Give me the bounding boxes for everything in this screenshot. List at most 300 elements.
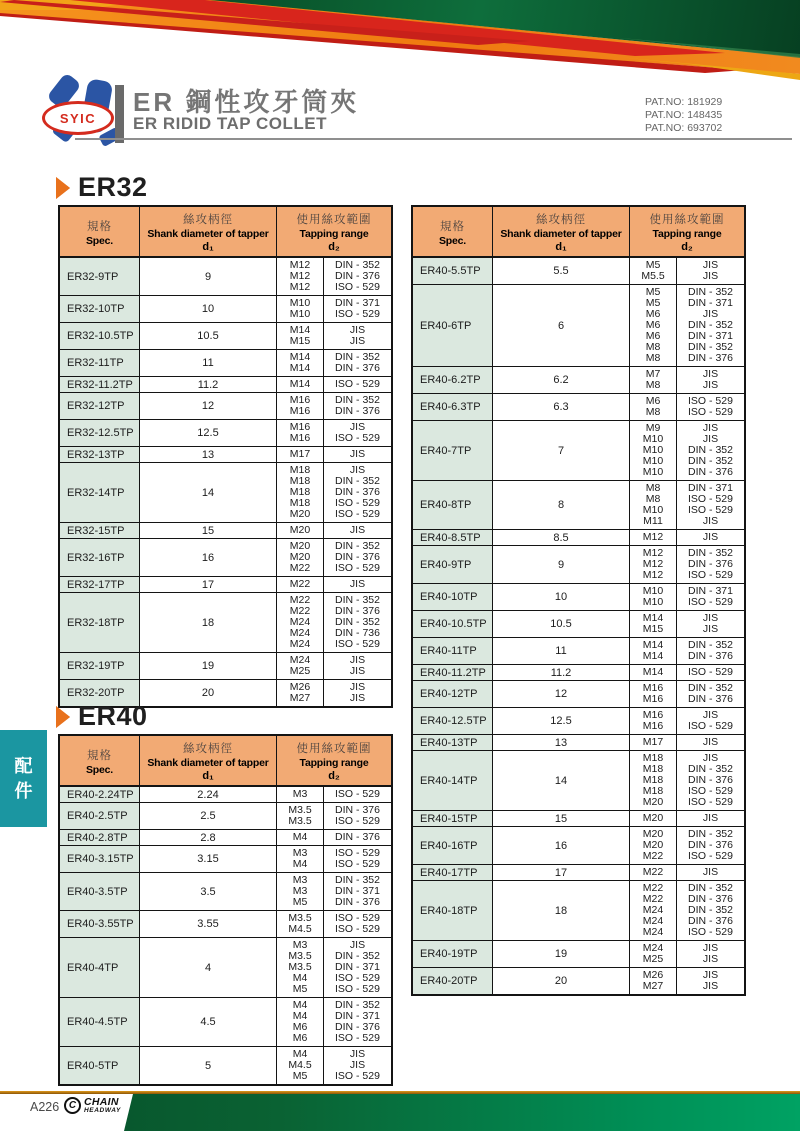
page-title-zh: ER 鋼性攻牙筒夾 <box>133 87 360 117</box>
tap-standard: DIN - 371 <box>676 296 744 311</box>
tap-size: M24 <box>642 926 664 938</box>
tap-line <box>630 927 744 938</box>
tap-size: M4 <box>292 972 308 984</box>
spec-cell: ER32-11.2TP <box>60 377 140 392</box>
section-arrow-icon <box>56 177 70 199</box>
tap-standard: JIS <box>676 941 744 956</box>
tapping-range-cell <box>277 350 391 376</box>
tap-line <box>630 867 744 878</box>
col-header-spec <box>413 207 493 256</box>
tap-size: M25 <box>642 953 664 965</box>
tap-size: M12 <box>642 558 664 570</box>
table-row <box>60 652 391 679</box>
tap-standard: DIN - 352 <box>676 881 744 896</box>
table-row <box>60 997 391 1046</box>
diameter-cell: 10 <box>140 296 277 322</box>
section-label: ER32 <box>78 172 148 202</box>
table-row <box>413 967 744 994</box>
tap-standard: ISO - 529 <box>323 814 391 829</box>
spec-cell: ER40-5TP <box>60 1047 140 1084</box>
table-row <box>60 1046 391 1084</box>
tap-size: M22 <box>289 562 311 574</box>
spec-cell: ER40-16TP <box>413 827 493 864</box>
spec-cell: ER40-17TP <box>413 865 493 880</box>
tapping-range-cell <box>630 811 744 826</box>
col-header-tap-zh: 使用絲攻範圍 <box>296 214 372 226</box>
spec-cell: ER40-3.5TP <box>60 873 140 910</box>
tapping-range-cell <box>277 539 391 576</box>
tap-size: M24 <box>289 627 311 639</box>
tap-size: M3.5 <box>288 961 312 973</box>
side-tab-char: 配 <box>14 756 33 776</box>
patent-line: PAT.NO: 181929 <box>645 96 723 108</box>
tapping-range-cell <box>277 463 391 522</box>
section-arrow-icon <box>56 706 70 728</box>
tapping-range-cell <box>630 530 744 545</box>
tap-standard: DIN - 352 <box>676 285 744 300</box>
tap-standard: DIN - 352 <box>676 681 744 696</box>
col-header-tap-en: Tapping range <box>299 228 369 240</box>
col-header-tap-en: Tapping range <box>299 757 369 769</box>
table-row <box>413 583 744 610</box>
col-header-tap-sub: d₂ <box>328 770 340 782</box>
tap-standard: DIN - 352 <box>323 593 391 608</box>
col-header-tap <box>277 736 391 785</box>
tap-size: M18 <box>642 763 664 775</box>
spec-cell: ER32-9TP <box>60 258 140 295</box>
tapping-range-cell <box>630 681 744 707</box>
section-title-er32 <box>56 172 148 203</box>
tap-standard: JIS <box>323 1058 391 1073</box>
table-body <box>60 258 391 706</box>
tap-size: M5 <box>292 1070 308 1082</box>
col-header-shank-sub: d₁ <box>202 241 214 253</box>
tap-standard: JIS <box>676 258 744 273</box>
tap-size: M3 <box>292 788 308 800</box>
spec-cell: ER32-11TP <box>60 350 140 376</box>
tap-size: M5 <box>645 297 661 309</box>
tap-size: M26 <box>289 681 311 693</box>
tap-size: M6 <box>645 308 661 320</box>
tap-size: M16 <box>289 421 311 433</box>
spec-cell: ER40-10.5TP <box>413 611 493 637</box>
tap-size: M14 <box>289 362 311 374</box>
tap-size: M3 <box>292 885 308 897</box>
tap-size: M8 <box>645 341 661 353</box>
diameter-cell: 14 <box>140 463 277 522</box>
spec-cell: ER40-10TP <box>413 584 493 610</box>
spec-cell: ER32-18TP <box>60 593 140 652</box>
chain-headway-logo <box>64 1097 121 1114</box>
tapping-range-cell <box>277 938 391 997</box>
tap-size: M8 <box>645 352 661 364</box>
tap-standard: ISO - 529 <box>676 925 744 940</box>
table-row <box>60 872 391 910</box>
tapping-range-cell <box>630 827 744 864</box>
col-header-tap <box>630 207 744 256</box>
diameter-cell: 15 <box>140 523 277 538</box>
tapping-range-cell <box>630 367 744 393</box>
diameter-cell: 14 <box>493 751 630 810</box>
tap-standard: JIS <box>676 952 744 967</box>
tap-size: M18 <box>289 464 311 476</box>
tap-size: M15 <box>642 623 664 635</box>
spec-cell: ER40-3.15TP <box>60 846 140 872</box>
tap-standard: DIN - 352 <box>676 827 744 842</box>
tap-size: M22 <box>642 866 664 878</box>
diameter-cell: 20 <box>493 968 630 994</box>
tap-standard: DIN - 352 <box>323 998 391 1013</box>
tap-standard: JIS <box>676 735 744 750</box>
diameter-cell: 7 <box>493 421 630 480</box>
side-tab-accessories <box>0 730 47 827</box>
diameter-cell: 11 <box>493 638 630 664</box>
spec-cell: ER40-18TP <box>413 881 493 940</box>
section-label: ER40 <box>78 701 148 731</box>
table-row <box>413 940 744 967</box>
tap-size: M10 <box>289 308 311 320</box>
tap-standard: ISO - 529 <box>676 405 744 420</box>
spec-cell: ER40-11.2TP <box>413 665 493 680</box>
tap-standard: DIN - 376 <box>676 914 744 929</box>
col-header-spec <box>60 736 140 785</box>
table-row <box>60 576 391 592</box>
tap-size: M14 <box>289 324 311 336</box>
tap-standard: DIN - 352 <box>323 873 391 888</box>
spec-cell: ER40-2.5TP <box>60 803 140 829</box>
tap-line <box>277 984 391 995</box>
tap-standard: JIS <box>676 530 744 545</box>
tapping-range-cell <box>630 735 744 750</box>
spec-cell: ER40-6TP <box>413 285 493 366</box>
tap-standard: DIN - 376 <box>323 830 391 845</box>
tap-size: M11 <box>643 515 663 527</box>
diameter-cell: 3.15 <box>140 846 277 872</box>
col-header-spec-en: Spec. <box>438 234 466 247</box>
tap-standard: JIS <box>676 611 744 626</box>
tap-line <box>277 449 391 460</box>
tap-line <box>277 924 391 935</box>
diameter-cell: 17 <box>140 577 277 592</box>
tapping-range-cell <box>277 296 391 322</box>
brand-mark-icon: C <box>64 1097 81 1114</box>
tap-size: M5 <box>645 259 661 271</box>
tap-standard: DIN - 376 <box>676 465 744 480</box>
diameter-cell: 10 <box>493 584 630 610</box>
col-header-shank <box>493 207 630 256</box>
table-row <box>60 462 391 522</box>
tap-size: M18 <box>642 785 664 797</box>
tap-standard: ISO - 529 <box>323 377 391 392</box>
tap-standard: JIS <box>323 577 391 592</box>
tap-size: M6 <box>645 330 661 342</box>
tapping-range-cell <box>277 998 391 1046</box>
er40-table-right <box>411 205 746 996</box>
table-row <box>60 419 391 446</box>
diameter-cell: 18 <box>140 593 277 652</box>
spec-cell: ER40-4TP <box>60 938 140 997</box>
spec-cell: ER40-2.24TP <box>60 787 140 802</box>
col-header-shank-en: Shank diameter of tapper <box>147 228 269 240</box>
col-header-shank-en: Shank diameter of tapper <box>500 228 622 240</box>
tap-standard: JIS <box>323 523 391 538</box>
tapping-range-cell <box>277 258 391 295</box>
tap-size: M3.5 <box>288 804 312 816</box>
table-row <box>413 750 744 810</box>
table-row <box>60 802 391 829</box>
tap-standard: ISO - 529 <box>323 911 391 926</box>
table-row <box>60 349 391 376</box>
tap-standard: DIN - 376 <box>676 838 744 853</box>
tap-standard: JIS <box>676 708 744 723</box>
tap-size: M10 <box>642 455 664 467</box>
tap-standard: DIN - 371 <box>323 1009 391 1024</box>
tap-standard: JIS <box>323 447 391 462</box>
tap-standard: DIN - 371 <box>323 884 391 899</box>
tap-standard: JIS <box>676 865 744 880</box>
tap-standard: ISO - 529 <box>323 857 391 872</box>
diameter-cell: 5 <box>140 1047 277 1084</box>
table-body <box>413 258 744 994</box>
tapping-range-cell <box>277 680 391 706</box>
er40-table-left <box>58 734 393 1086</box>
table-row <box>413 880 744 940</box>
tap-line <box>630 721 744 732</box>
tapping-range-cell <box>277 787 391 802</box>
tap-standard: DIN - 376 <box>323 550 391 565</box>
tap-line <box>277 282 391 293</box>
spec-cell: ER32-17TP <box>60 577 140 592</box>
spec-cell: ER32-12TP <box>60 393 140 419</box>
tap-line <box>277 579 391 590</box>
patent-numbers <box>645 96 722 135</box>
diameter-cell: 15 <box>493 811 630 826</box>
tap-size: M4 <box>292 999 308 1011</box>
brand-line2: HEADWAY <box>84 1106 121 1114</box>
tap-standard: ISO - 529 <box>323 1031 391 1046</box>
col-header-shank-en: Shank diameter of tapper <box>147 757 269 769</box>
tap-size: M5 <box>645 286 661 298</box>
diameter-cell: 19 <box>493 941 630 967</box>
tap-standard: DIN - 376 <box>676 351 744 366</box>
tap-standard: ISO - 529 <box>676 595 744 610</box>
tap-standard: ISO - 529 <box>676 849 744 864</box>
tap-size: M10 <box>289 297 311 309</box>
diameter-cell: 12.5 <box>493 708 630 734</box>
tap-size: M20 <box>289 551 311 563</box>
tap-standard: DIN - 352 <box>323 539 391 554</box>
page-title-en: ER RIDID TAP COLLET <box>133 114 327 133</box>
spec-cell: ER40-8TP <box>413 481 493 529</box>
tap-standard: ISO - 529 <box>323 971 391 986</box>
tap-size: M3.5 <box>288 815 312 827</box>
col-header-shank-zh: 絲攻柄徑 <box>183 214 233 226</box>
tap-standard: ISO - 529 <box>676 795 744 810</box>
tap-standard: ISO - 529 <box>323 507 391 522</box>
spec-cell: ER40-6.2TP <box>413 367 493 393</box>
tap-size: M14 <box>642 612 664 624</box>
tap-size: M20 <box>642 796 664 808</box>
tap-size: M14 <box>642 650 664 662</box>
tap-line <box>277 859 391 870</box>
tapping-range-cell <box>630 421 744 480</box>
diameter-cell: 2.24 <box>140 787 277 802</box>
tap-standard: DIN - 371 <box>323 960 391 975</box>
diameter-cell: 11.2 <box>493 665 630 680</box>
col-header-tap <box>277 207 391 256</box>
tap-line <box>630 667 744 678</box>
tap-size: M4 <box>292 858 308 870</box>
tap-standard: DIN - 352 <box>676 340 744 355</box>
spec-cell: ER32-19TP <box>60 653 140 679</box>
tap-standard: JIS <box>676 307 744 322</box>
tap-standard: ISO - 529 <box>676 719 744 734</box>
tapping-range-cell <box>277 911 391 937</box>
tap-size: M12 <box>642 569 664 581</box>
col-header-tap-zh: 使用絲攻範圍 <box>296 743 372 755</box>
brand-line1: CHAIN <box>84 1096 119 1108</box>
tap-standard: DIN - 376 <box>323 604 391 619</box>
tap-standard: DIN - 352 <box>323 393 391 408</box>
tap-standard: JIS <box>676 269 744 284</box>
tap-standard: JIS <box>323 691 391 706</box>
tap-standard: JIS <box>323 653 391 668</box>
tap-standard: ISO - 529 <box>323 307 391 322</box>
tap-size: M18 <box>642 752 664 764</box>
tapping-range-cell <box>277 393 391 419</box>
tap-size: M20 <box>289 508 311 520</box>
tap-size: M18 <box>289 475 311 487</box>
tap-standard: JIS <box>323 323 391 338</box>
tap-standard: ISO - 529 <box>676 492 744 507</box>
tapping-range-cell <box>277 593 391 652</box>
diameter-cell: 4.5 <box>140 998 277 1046</box>
tap-size: M17 <box>289 448 311 460</box>
diameter-cell: 9 <box>493 546 630 583</box>
spec-cell: ER40-15TP <box>413 811 493 826</box>
tapping-range-cell <box>277 873 391 910</box>
table-row <box>413 420 744 480</box>
col-header-spec-zh: 規格 <box>87 220 112 233</box>
tap-line <box>277 639 391 650</box>
tap-line <box>277 1071 391 1082</box>
spec-cell: ER40-7TP <box>413 421 493 480</box>
logo-text: SYIC <box>59 110 97 126</box>
spec-cell: ER32-14TP <box>60 463 140 522</box>
table-body <box>60 787 391 1084</box>
tap-standard: JIS <box>323 938 391 953</box>
tap-standard: ISO - 529 <box>676 568 744 583</box>
col-header-tap-zh: 使用絲攻範圍 <box>649 214 725 226</box>
tap-standard: DIN - 376 <box>676 557 744 572</box>
tapping-range-cell <box>630 968 744 994</box>
table-row <box>60 446 391 462</box>
tap-standard: DIN - 352 <box>323 615 391 630</box>
table-header-row <box>413 207 744 258</box>
tap-size: M3.5 <box>288 912 312 924</box>
table-row <box>60 258 391 295</box>
col-header-spec-en: Spec. <box>85 234 113 247</box>
diameter-cell: 12 <box>493 681 630 707</box>
tap-line <box>277 309 391 320</box>
spec-cell: ER40-4.5TP <box>60 998 140 1046</box>
tap-standard: DIN - 371 <box>676 329 744 344</box>
table-row <box>60 845 391 872</box>
spec-cell: ER40-19TP <box>413 941 493 967</box>
diameter-cell: 5.5 <box>493 258 630 284</box>
tap-line <box>630 737 744 748</box>
tap-line <box>630 954 744 965</box>
tap-standard: ISO - 529 <box>323 1069 391 1084</box>
tap-line <box>277 433 391 444</box>
tapping-range-cell <box>630 638 744 664</box>
tap-standard: DIN - 352 <box>323 474 391 489</box>
tap-standard: JIS <box>323 334 391 349</box>
tap-line <box>630 353 744 364</box>
tap-size: M5 <box>292 983 308 995</box>
spec-cell: ER40-12TP <box>413 681 493 707</box>
tap-standard: DIN - 376 <box>323 269 391 284</box>
tap-size: M20 <box>642 828 664 840</box>
tapping-range-cell <box>277 653 391 679</box>
diameter-cell: 12.5 <box>140 420 277 446</box>
tap-standard: DIN - 371 <box>676 481 744 496</box>
tap-size: M27 <box>642 980 664 992</box>
tap-size: M4 <box>292 1010 308 1022</box>
tap-size: M16 <box>642 720 664 732</box>
table-row <box>60 538 391 576</box>
tap-standard: JIS <box>676 421 744 436</box>
tap-line <box>277 336 391 347</box>
tapping-range-cell <box>277 523 391 538</box>
tap-size: M4 <box>292 1048 308 1060</box>
tap-size: M25 <box>289 665 311 677</box>
tap-standard: DIN - 352 <box>676 638 744 653</box>
side-tab-char: 件 <box>14 781 33 801</box>
tap-standard: ISO - 529 <box>676 503 744 518</box>
spec-cell: ER40-2.8TP <box>60 830 140 845</box>
diameter-cell: 6.3 <box>493 394 630 420</box>
diameter-cell: 18 <box>493 881 630 940</box>
table-row <box>413 826 744 864</box>
diameter-cell: 20 <box>140 680 277 706</box>
tap-size: M22 <box>289 605 311 617</box>
tap-size: M16 <box>642 709 664 721</box>
table-row <box>413 664 744 680</box>
col-header-shank <box>140 207 277 256</box>
col-header-spec-en: Spec. <box>85 763 113 776</box>
tap-size: M18 <box>642 774 664 786</box>
col-header-shank-sub: d₁ <box>555 241 567 253</box>
tap-line <box>630 467 744 478</box>
tapping-range-cell <box>630 584 744 610</box>
logo-oval <box>42 101 114 135</box>
spec-cell: ER40-3.55TP <box>60 911 140 937</box>
tap-line <box>630 797 744 808</box>
tapping-range-cell <box>630 865 744 880</box>
col-header-spec <box>60 207 140 256</box>
table-row <box>413 529 744 545</box>
col-header-shank-sub: d₁ <box>202 770 214 782</box>
tapping-range-cell <box>630 611 744 637</box>
table-row <box>60 522 391 538</box>
tap-standard: ISO - 529 <box>676 784 744 799</box>
tap-standard: ISO - 529 <box>676 665 744 680</box>
col-header-spec-zh: 規格 <box>440 220 465 233</box>
tap-size: M4 <box>292 831 308 843</box>
tap-standard: DIN - 376 <box>676 649 744 664</box>
spec-cell: ER32-16TP <box>60 539 140 576</box>
